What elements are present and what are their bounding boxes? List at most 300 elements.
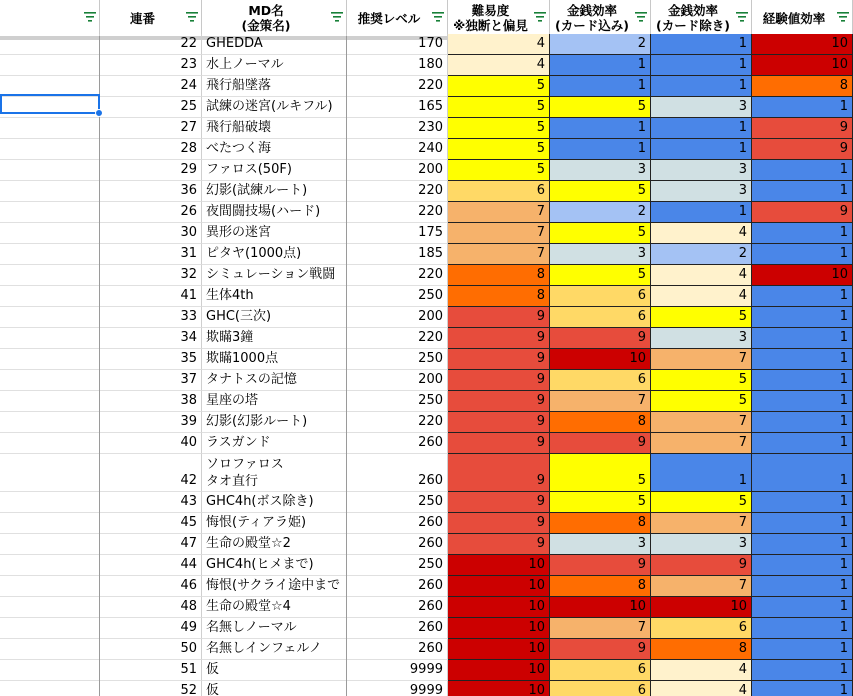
cell-gold-with-card[interactable]: 1 [550, 118, 651, 139]
cell-exp-efficiency[interactable]: 8 [752, 76, 853, 97]
cell-difficulty[interactable]: 10 [448, 576, 550, 597]
cell-name[interactable]: タナトスの記憶 [202, 370, 347, 391]
cell-id[interactable]: 35 [100, 349, 202, 370]
cell-name[interactable]: 仮 [202, 660, 347, 681]
cell-gold-with-card[interactable]: 6 [550, 370, 651, 391]
cell-level[interactable]: 250 [347, 555, 448, 576]
cell-id[interactable]: 37 [100, 370, 202, 391]
cell-empty[interactable] [0, 223, 100, 244]
table-row [0, 370, 853, 391]
cell-name[interactable]: GHC4h(ヒメまで) [202, 555, 347, 576]
cell-gold-without-card[interactable]: 4 [651, 223, 752, 244]
table-row [0, 618, 853, 639]
cell-exp-efficiency[interactable]: 1 [752, 181, 853, 202]
cell-gold-without-card[interactable]: 5 [651, 391, 752, 412]
cell-empty[interactable] [0, 433, 100, 454]
cell-gold-with-card[interactable]: 1 [550, 139, 651, 160]
cell-empty[interactable] [0, 286, 100, 307]
cell-difficulty[interactable]: 10 [448, 639, 550, 660]
cell-empty[interactable] [0, 118, 100, 139]
cell-exp-efficiency[interactable]: 9 [752, 118, 853, 139]
filter-icon[interactable] [331, 12, 343, 22]
header-label-line: 金銭効率 [566, 3, 617, 18]
table-row [0, 412, 853, 433]
cell-empty[interactable] [0, 139, 100, 160]
table-row [0, 597, 853, 618]
cell-level[interactable]: 170 [347, 34, 448, 55]
cell-difficulty[interactable]: 10 [448, 597, 550, 618]
cell-gold-with-card[interactable]: 9 [550, 433, 651, 454]
cell-gold-with-card[interactable]: 8 [550, 513, 651, 534]
cell-gold-without-card[interactable]: 1 [651, 55, 752, 76]
cell-gold-with-card[interactable]: 2 [550, 34, 651, 55]
cell-name[interactable]: 異形の迷宮 [202, 223, 347, 244]
cell-gold-with-card[interactable]: 10 [550, 597, 651, 618]
cell-level[interactable]: 200 [347, 370, 448, 391]
cell-exp-efficiency[interactable]: 1 [752, 513, 853, 534]
cell-gold-with-card[interactable]: 3 [550, 160, 651, 181]
cell-id[interactable]: 24 [100, 76, 202, 97]
cell-difficulty[interactable]: 9 [448, 534, 550, 555]
cell-exp-efficiency[interactable]: 1 [752, 618, 853, 639]
cell-empty[interactable] [0, 391, 100, 412]
cell-name[interactable]: 生命の殿堂☆2 [202, 534, 347, 555]
cell-difficulty[interactable]: 10 [448, 555, 550, 576]
table-row [0, 454, 853, 492]
cell-id[interactable]: 42 [100, 454, 202, 492]
cell-id[interactable]: 25 [100, 97, 202, 118]
cell-difficulty[interactable]: 5 [448, 139, 550, 160]
cell-level[interactable]: 250 [347, 391, 448, 412]
table-row [0, 307, 853, 328]
cell-gold-without-card[interactable]: 5 [651, 492, 752, 513]
cell-exp-efficiency[interactable]: 1 [752, 244, 853, 265]
cell-gold-with-card[interactable]: 8 [550, 412, 651, 433]
cell-id[interactable]: 38 [100, 391, 202, 412]
cell-empty[interactable] [0, 534, 100, 555]
cell-difficulty[interactable]: 7 [448, 223, 550, 244]
cell-level[interactable]: 165 [347, 97, 448, 118]
cell-difficulty[interactable]: 9 [448, 513, 550, 534]
cell-gold-without-card[interactable]: 4 [651, 265, 752, 286]
cell-gold-without-card[interactable]: 7 [651, 349, 752, 370]
table-row [0, 433, 853, 454]
cell-name[interactable]: べたつく海 [202, 139, 347, 160]
cell-name[interactable]: GHEDDA [202, 34, 347, 55]
cell-empty[interactable] [0, 244, 100, 265]
cell-gold-without-card[interactable]: 7 [651, 433, 752, 454]
cell-gold-with-card[interactable]: 1 [550, 76, 651, 97]
cell-level[interactable]: 230 [347, 118, 448, 139]
cell-empty[interactable] [0, 265, 100, 286]
header-label-line: 金銭効率 [667, 3, 718, 18]
cell-name[interactable]: 生体4th [202, 286, 347, 307]
cell-id[interactable]: 47 [100, 534, 202, 555]
cell-name[interactable]: 幻影(試練ルート) [202, 181, 347, 202]
cell-id[interactable]: 27 [100, 118, 202, 139]
cell-level[interactable]: 260 [347, 639, 448, 660]
cell-name-line: タオ直行 [206, 474, 259, 489]
cell-level[interactable]: 180 [347, 55, 448, 76]
cell-gold-without-card[interactable]: 1 [651, 34, 752, 55]
cell-exp-efficiency[interactable]: 10 [752, 265, 853, 286]
cell-empty[interactable] [0, 181, 100, 202]
cell-name[interactable]: 欺瞞3鐘 [202, 328, 347, 349]
cell-name-line: ソロファロス [206, 457, 284, 472]
cell-exp-efficiency[interactable]: 1 [752, 370, 853, 391]
cell-gold-with-card[interactable]: 1 [550, 55, 651, 76]
cell-gold-with-card[interactable]: 3 [550, 534, 651, 555]
cell-id[interactable]: 43 [100, 492, 202, 513]
cell-id[interactable]: 34 [100, 328, 202, 349]
cell-name[interactable]: 生命の殿堂☆4 [202, 597, 347, 618]
cell-id[interactable]: 45 [100, 513, 202, 534]
cell-level[interactable]: 200 [347, 307, 448, 328]
cell-gold-without-card[interactable]: 9 [651, 555, 752, 576]
cell-empty[interactable] [0, 576, 100, 597]
cell-exp-efficiency[interactable]: 9 [752, 139, 853, 160]
fill-handle[interactable] [95, 109, 103, 117]
cell-exp-efficiency[interactable]: 1 [752, 681, 853, 696]
cell-name[interactable]: 幻影(幻影ルート) [202, 412, 347, 433]
table-row [0, 349, 853, 370]
table-row [0, 55, 853, 76]
cell-empty[interactable] [0, 55, 100, 76]
cell-id[interactable]: 39 [100, 412, 202, 433]
filter-icon[interactable] [534, 12, 546, 22]
cell-name[interactable]: 水上ノーマル [202, 55, 347, 76]
cell-difficulty[interactable]: 5 [448, 160, 550, 181]
cell-exp-efficiency[interactable]: 1 [752, 576, 853, 597]
cell-name[interactable]: 試練の迷宮(ルキフル) [202, 97, 347, 118]
table-row [0, 391, 853, 412]
cell-id[interactable]: 22 [100, 34, 202, 55]
cell-gold-with-card[interactable]: 9 [550, 555, 651, 576]
cell-level[interactable]: 185 [347, 244, 448, 265]
cell-name[interactable]: ファロス(50F) [202, 160, 347, 181]
cell-id[interactable]: 49 [100, 618, 202, 639]
header-h[interactable] [752, 0, 853, 36]
header-label-line: 難易度 [471, 3, 510, 18]
cell-id[interactable]: 48 [100, 597, 202, 618]
cell-gold-with-card[interactable]: 5 [550, 223, 651, 244]
header-label [202, 0, 330, 36]
cell-empty[interactable] [0, 454, 100, 492]
cell-empty[interactable] [0, 618, 100, 639]
cell-level[interactable]: 250 [347, 492, 448, 513]
cell-gold-without-card[interactable]: 4 [651, 286, 752, 307]
cell-gold-with-card[interactable]: 9 [550, 328, 651, 349]
cell-id[interactable]: 32 [100, 265, 202, 286]
cell-exp-efficiency[interactable]: 1 [752, 555, 853, 576]
cell-empty[interactable] [0, 660, 100, 681]
cell-exp-efficiency[interactable]: 1 [752, 412, 853, 433]
cell-gold-with-card[interactable]: 6 [550, 307, 651, 328]
cell-gold-without-card[interactable]: 1 [651, 202, 752, 223]
cell-id[interactable]: 33 [100, 307, 202, 328]
cell-exp-efficiency[interactable]: 10 [752, 34, 853, 55]
table-row [0, 513, 853, 534]
cell-name[interactable]: 悔恨(サクライ途中まで [202, 576, 347, 597]
cell-difficulty[interactable]: 5 [448, 118, 550, 139]
cell-level[interactable]: 9999 [347, 681, 448, 696]
cell-difficulty[interactable]: 9 [448, 412, 550, 433]
cell-exp-efficiency[interactable]: 1 [752, 223, 853, 244]
filter-icon[interactable] [635, 12, 647, 22]
cell-level[interactable]: 200 [347, 160, 448, 181]
cell-difficulty[interactable]: 10 [448, 660, 550, 681]
cell-gold-with-card[interactable]: 6 [550, 660, 651, 681]
cell-empty[interactable] [0, 555, 100, 576]
cell-empty[interactable] [0, 492, 100, 513]
cell-exp-efficiency[interactable]: 1 [752, 286, 853, 307]
cell-difficulty[interactable]: 9 [448, 391, 550, 412]
cell-gold-without-card[interactable]: 8 [651, 639, 752, 660]
cell-difficulty[interactable]: 4 [448, 34, 550, 55]
table-row [0, 534, 853, 555]
cell-difficulty[interactable]: 5 [448, 76, 550, 97]
cell-difficulty[interactable]: 7 [448, 244, 550, 265]
cell-gold-without-card[interactable]: 1 [651, 118, 752, 139]
cell-level[interactable]: 260 [347, 618, 448, 639]
cell-level[interactable]: 175 [347, 223, 448, 244]
cell-gold-with-card[interactable]: 10 [550, 349, 651, 370]
header-label [0, 0, 83, 36]
cell-gold-without-card[interactable]: 3 [651, 181, 752, 202]
cell-difficulty[interactable]: 8 [448, 265, 550, 286]
cell-difficulty[interactable]: 7 [448, 202, 550, 223]
cell-difficulty[interactable]: 9 [448, 328, 550, 349]
cell-name[interactable]: ラスガンド [202, 433, 347, 454]
table-row [0, 160, 853, 181]
cell-level[interactable]: 260 [347, 534, 448, 555]
cell-gold-with-card[interactable]: 2 [550, 202, 651, 223]
cell-empty[interactable] [0, 307, 100, 328]
cell-name[interactable]: 星座の塔 [202, 391, 347, 412]
cell-level[interactable]: 220 [347, 328, 448, 349]
cell-level[interactable]: 260 [347, 454, 448, 492]
cell-name[interactable]: シミュレーション戦闘 [202, 265, 347, 286]
cell-level[interactable]: 9999 [347, 660, 448, 681]
cell-level[interactable]: 220 [347, 202, 448, 223]
cell-gold-without-card[interactable]: 1 [651, 139, 752, 160]
cell-gold-without-card[interactable]: 5 [651, 307, 752, 328]
cell-gold-without-card[interactable]: 3 [651, 534, 752, 555]
cell-id[interactable]: 46 [100, 576, 202, 597]
cell-id[interactable]: 31 [100, 244, 202, 265]
cell-name[interactable]: 欺瞞1000点 [202, 349, 347, 370]
cell-gold-with-card[interactable]: 5 [550, 265, 651, 286]
cell-gold-without-card[interactable]: 10 [651, 597, 752, 618]
header-a[interactable] [0, 0, 100, 36]
header-g[interactable] [651, 0, 752, 36]
cell-gold-with-card[interactable]: 8 [550, 576, 651, 597]
cell-exp-efficiency[interactable]: 1 [752, 328, 853, 349]
cell-gold-without-card[interactable]: 2 [651, 244, 752, 265]
cell-level[interactable]: 240 [347, 139, 448, 160]
cell-empty[interactable] [0, 513, 100, 534]
table-row [0, 139, 853, 160]
cell-empty[interactable] [0, 202, 100, 223]
cell-empty[interactable] [0, 639, 100, 660]
selected-cell[interactable] [0, 94, 100, 114]
cell-name[interactable]: 飛行船墜落 [202, 76, 347, 97]
cell-gold-with-card[interactable]: 9 [550, 639, 651, 660]
cell-gold-with-card[interactable]: 3 [550, 244, 651, 265]
cell-name[interactable]: GHC4h(ボス除き) [202, 492, 347, 513]
header-label-line: MD名 [248, 3, 284, 18]
cell-difficulty[interactable]: 5 [448, 97, 550, 118]
cell-id[interactable]: 50 [100, 639, 202, 660]
cell-gold-without-card[interactable]: 4 [651, 681, 752, 696]
cell-exp-efficiency[interactable]: 1 [752, 391, 853, 412]
cell-level[interactable]: 220 [347, 412, 448, 433]
cell-difficulty[interactable]: 9 [448, 307, 550, 328]
cell-exp-efficiency[interactable]: 1 [752, 97, 853, 118]
cell-name[interactable]: GHC(三次) [202, 307, 347, 328]
cell-gold-with-card[interactable]: 5 [550, 97, 651, 118]
cell-gold-with-card[interactable]: 5 [550, 181, 651, 202]
column-group-divider [346, 36, 347, 696]
cell-difficulty[interactable]: 9 [448, 454, 550, 492]
cell-id[interactable]: 23 [100, 55, 202, 76]
cell-empty[interactable] [0, 349, 100, 370]
cell-empty[interactable] [0, 412, 100, 433]
cell-exp-efficiency[interactable]: 1 [752, 454, 853, 492]
cell-gold-with-card[interactable]: 6 [550, 681, 651, 696]
cell-gold-without-card[interactable]: 3 [651, 97, 752, 118]
cell-exp-efficiency[interactable]: 1 [752, 349, 853, 370]
cell-gold-without-card[interactable]: 6 [651, 618, 752, 639]
cell-level[interactable]: 250 [347, 349, 448, 370]
cell-name[interactable]: 名無しノーマル [202, 618, 347, 639]
cell-level[interactable]: 220 [347, 265, 448, 286]
cell-name[interactable]: 仮 [202, 681, 347, 696]
table-row [0, 244, 853, 265]
header-c[interactable] [202, 0, 347, 36]
table-row [0, 34, 853, 55]
cell-gold-without-card[interactable]: 3 [651, 328, 752, 349]
cell-gold-without-card[interactable]: 7 [651, 513, 752, 534]
cell-name[interactable]: ピタヤ(1000点) [202, 244, 347, 265]
cell-gold-with-card[interactable]: 7 [550, 391, 651, 412]
cell-difficulty[interactable]: 9 [448, 370, 550, 391]
cell-exp-efficiency[interactable]: 1 [752, 160, 853, 181]
table-row [0, 265, 853, 286]
cell-id[interactable]: 30 [100, 223, 202, 244]
cell-gold-without-card[interactable]: 5 [651, 370, 752, 391]
cell-exp-efficiency[interactable]: 10 [752, 55, 853, 76]
cell-gold-with-card[interactable]: 5 [550, 454, 651, 492]
filter-icon[interactable] [837, 12, 849, 22]
cell-id[interactable]: 51 [100, 660, 202, 681]
table-row [0, 681, 853, 696]
header-b[interactable] [100, 0, 202, 36]
cell-gold-without-card[interactable]: 1 [651, 454, 752, 492]
table-row [0, 576, 853, 597]
cell-exp-efficiency[interactable]: 1 [752, 307, 853, 328]
table-row [0, 492, 853, 513]
cell-gold-without-card[interactable]: 4 [651, 660, 752, 681]
cell-exp-efficiency[interactable]: 1 [752, 433, 853, 454]
cell-empty[interactable] [0, 160, 100, 181]
header-e[interactable] [448, 0, 550, 36]
table-row [0, 97, 853, 118]
cell-gold-without-card[interactable]: 3 [651, 160, 752, 181]
cell-gold-with-card[interactable]: 6 [550, 286, 651, 307]
cell-level[interactable]: 260 [347, 597, 448, 618]
cell-id[interactable]: 41 [100, 286, 202, 307]
cell-difficulty[interactable]: 8 [448, 286, 550, 307]
cell-empty[interactable] [0, 328, 100, 349]
cell-empty[interactable] [0, 370, 100, 391]
cell-id[interactable]: 28 [100, 139, 202, 160]
cell-gold-with-card[interactable]: 5 [550, 492, 651, 513]
cell-difficulty[interactable]: 9 [448, 433, 550, 454]
cell-id[interactable]: 52 [100, 681, 202, 696]
cell-gold-without-card[interactable]: 1 [651, 76, 752, 97]
header-label [550, 0, 634, 36]
cell-id[interactable]: 44 [100, 555, 202, 576]
cell-id[interactable]: 26 [100, 202, 202, 223]
cell-id[interactable]: 29 [100, 160, 202, 181]
cell-name[interactable]: 飛行船破壊 [202, 118, 347, 139]
cell-difficulty[interactable]: 10 [448, 681, 550, 696]
cell-name[interactable] [202, 454, 347, 492]
cell-empty[interactable] [0, 597, 100, 618]
cell-name[interactable]: 名無しインフェルノ [202, 639, 347, 660]
cell-exp-efficiency[interactable]: 1 [752, 660, 853, 681]
cell-exp-efficiency[interactable]: 1 [752, 534, 853, 555]
cell-difficulty[interactable]: 6 [448, 181, 550, 202]
cell-level[interactable]: 220 [347, 76, 448, 97]
cell-name[interactable]: 悔恨(ティアラ姫) [202, 513, 347, 534]
header-label-line: (金策名) [241, 18, 291, 33]
cell-difficulty[interactable]: 10 [448, 618, 550, 639]
filter-icon[interactable] [432, 12, 444, 22]
header-d[interactable] [347, 0, 448, 36]
cell-exp-efficiency[interactable]: 1 [752, 639, 853, 660]
header-label: 連番 [129, 10, 155, 26]
cell-level[interactable]: 220 [347, 181, 448, 202]
cell-level[interactable]: 260 [347, 576, 448, 597]
cell-name[interactable]: 夜間闘技場(ハード) [202, 202, 347, 223]
cell-gold-without-card[interactable]: 7 [651, 576, 752, 597]
header-label: 推奨レベル [357, 10, 421, 26]
header-label [651, 0, 735, 36]
filter-icon[interactable] [84, 12, 96, 22]
filter-icon[interactable] [736, 12, 748, 22]
cell-level[interactable]: 260 [347, 513, 448, 534]
cell-empty[interactable] [0, 34, 100, 55]
cell-id[interactable]: 36 [100, 181, 202, 202]
cell-id[interactable]: 40 [100, 433, 202, 454]
table-row [0, 660, 853, 681]
cell-level[interactable]: 250 [347, 286, 448, 307]
cell-exp-efficiency[interactable]: 1 [752, 492, 853, 513]
cell-level[interactable]: 260 [347, 433, 448, 454]
cell-exp-efficiency[interactable]: 9 [752, 202, 853, 223]
cell-difficulty[interactable]: 9 [448, 349, 550, 370]
cell-difficulty[interactable]: 9 [448, 492, 550, 513]
cell-difficulty[interactable]: 4 [448, 55, 550, 76]
cell-gold-with-card[interactable]: 7 [550, 618, 651, 639]
filter-icon[interactable] [186, 12, 198, 22]
cell-exp-efficiency[interactable]: 1 [752, 597, 853, 618]
cell-empty[interactable] [0, 681, 100, 696]
header-f[interactable] [550, 0, 651, 36]
cell-gold-without-card[interactable]: 7 [651, 412, 752, 433]
